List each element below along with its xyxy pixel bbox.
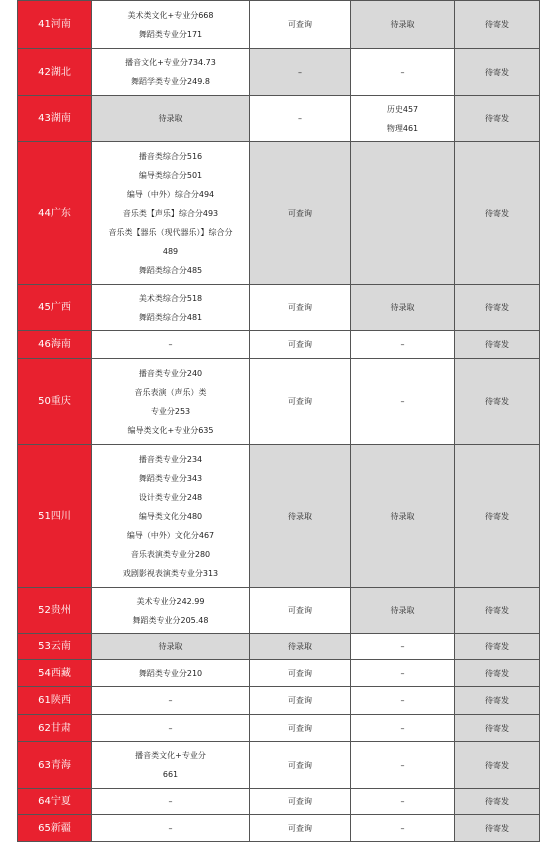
province-cell — [18, 588, 92, 634]
mailing-status-cell — [455, 359, 540, 445]
province-cell — [18, 285, 92, 331]
query-status-cell — [250, 815, 351, 842]
query-status-cell-text: 可查询 — [288, 20, 312, 29]
score-cell-line: 编导类文化分480 — [138, 511, 203, 521]
score-cell — [92, 815, 250, 842]
query-status-cell — [250, 285, 351, 331]
table-row — [18, 660, 540, 687]
mailing-status-cell-text: 待寄发 — [485, 340, 509, 349]
query-status-cell — [250, 359, 351, 445]
score-cell-line: 舞蹈类专业分343 — [138, 473, 203, 483]
query-status-cell — [250, 588, 351, 634]
table-row — [18, 445, 540, 588]
mailing-status-cell-text: 待寄发 — [485, 114, 509, 123]
query-status-cell-text: 待录取 — [288, 511, 312, 521]
province-cell-text: 42湖北 — [38, 66, 71, 78]
score-cell — [92, 687, 250, 715]
score-cell — [92, 445, 250, 588]
table-row — [18, 96, 540, 142]
score-cell — [92, 96, 250, 142]
score-cell — [92, 634, 250, 660]
query-status-cell-text: 可查询 — [288, 668, 312, 678]
province-cell-text: 65新疆 — [38, 822, 71, 834]
mailing-status-cell-text: 待寄发 — [485, 760, 509, 770]
admission-status-cell — [351, 634, 455, 660]
province-cell-text: 63青海 — [38, 759, 71, 771]
province-cell — [18, 687, 92, 715]
admission-status-cell — [351, 789, 455, 815]
province-cell — [18, 445, 92, 588]
mailing-status-cell-text: 待寄发 — [485, 723, 509, 733]
province-cell-text: 62甘肃 — [38, 722, 71, 734]
mailing-status-cell-text: 待寄发 — [485, 642, 509, 651]
province-cell-text: 44广东 — [38, 207, 71, 219]
province-cell — [18, 815, 92, 842]
score-cell-line: 舞蹈类专业分171 — [138, 29, 203, 39]
score-cell — [92, 142, 250, 285]
admission-status-cell — [351, 660, 455, 687]
admission-status-cell-text: – — [400, 823, 405, 833]
query-status-cell — [250, 687, 351, 715]
admission-status-cell — [351, 331, 455, 359]
admission-status-cell-text: – — [400, 67, 405, 77]
table-row — [18, 49, 540, 96]
query-status-cell — [250, 142, 351, 285]
admission-status-table — [17, 0, 540, 842]
table-row — [18, 1, 540, 49]
query-status-cell-text: 可查询 — [288, 760, 312, 770]
mailing-status-cell — [455, 715, 540, 742]
mailing-status-cell-text: 待寄发 — [485, 67, 509, 77]
mailing-status-cell — [455, 634, 540, 660]
admission-status-cell — [351, 359, 455, 445]
mailing-status-cell-text: 待寄发 — [485, 208, 509, 218]
mailing-status-cell-text: 待寄发 — [485, 397, 509, 406]
score-cell-line: – — [168, 696, 173, 705]
admission-table-container — [17, 0, 539, 842]
score-cell-line: 播音类综合分516 — [138, 151, 203, 161]
score-cell-line: 舞蹈类综合分485 — [138, 265, 203, 275]
admission-status-cell-text: – — [400, 340, 405, 349]
mailing-status-cell — [455, 660, 540, 687]
score-cell-line: 音乐类【声乐】综合分493 — [122, 208, 219, 218]
mailing-status-cell-text: 待寄发 — [485, 303, 509, 312]
query-status-cell-text: 可查询 — [288, 606, 312, 615]
mailing-status-cell — [455, 96, 540, 142]
score-cell — [92, 789, 250, 815]
score-cell — [92, 285, 250, 331]
query-status-cell-text: 待录取 — [288, 642, 312, 651]
score-cell-line: 音乐表演（声乐）类 — [134, 387, 207, 397]
admission-status-cell-text: – — [400, 642, 405, 651]
score-cell — [92, 49, 250, 96]
admission-status-cell — [351, 715, 455, 742]
admission-status-cell-text: 待录取 — [390, 606, 415, 615]
province-cell — [18, 715, 92, 742]
mailing-status-cell — [455, 687, 540, 715]
mailing-status-cell-text: 待寄发 — [485, 668, 509, 678]
query-status-cell — [250, 634, 351, 660]
score-cell-line: 舞蹈类专业分205.48 — [132, 615, 209, 625]
admission-status-cell-text: – — [400, 723, 405, 733]
admission-status-cell — [351, 815, 455, 842]
score-cell-line: 舞蹈学类专业分249.8 — [131, 77, 210, 86]
score-cell-line: – — [168, 723, 173, 733]
score-cell-line: 美术类文化+专业分668 — [127, 10, 214, 20]
query-status-cell-text: 可查询 — [288, 397, 312, 406]
admission-status-cell — [351, 142, 455, 285]
score-cell-line: 播音类专业分234 — [138, 454, 203, 464]
score-cell-line: – — [168, 823, 173, 833]
province-cell — [18, 49, 92, 96]
query-status-cell — [250, 789, 351, 815]
province-cell-text: 45广西 — [38, 302, 71, 313]
score-cell-line: 编导类文化+专业分635 — [127, 425, 214, 435]
province-cell-text: 43湖南 — [38, 113, 71, 124]
score-cell-line: 戏剧影视表演类专业分313 — [122, 568, 219, 578]
score-cell — [92, 588, 250, 634]
mailing-status-cell — [455, 285, 540, 331]
admission-status-cell-text: – — [400, 696, 405, 705]
mailing-status-cell — [455, 49, 540, 96]
score-cell — [92, 660, 250, 687]
table-row — [18, 789, 540, 815]
mailing-status-cell — [455, 789, 540, 815]
mailing-status-cell — [455, 742, 540, 789]
score-cell-line: – — [168, 797, 173, 806]
query-status-cell-text: – — [298, 114, 302, 123]
query-status-cell — [250, 715, 351, 742]
score-cell — [92, 331, 250, 359]
mailing-status-cell — [455, 445, 540, 588]
mailing-status-cell — [455, 1, 540, 49]
province-cell-text: 46海南 — [38, 339, 71, 350]
query-status-cell — [250, 660, 351, 687]
mailing-status-cell-text: 待寄发 — [485, 606, 509, 615]
admission-status-cell-line: 历史457 — [386, 104, 419, 114]
score-cell-line: 专业分253 — [150, 406, 191, 416]
query-status-cell — [250, 331, 351, 359]
mailing-status-cell-text: 待寄发 — [485, 696, 509, 705]
province-cell — [18, 142, 92, 285]
score-cell-line: 待录取 — [158, 114, 183, 123]
table-row — [18, 687, 540, 715]
score-cell-line: 待录取 — [158, 642, 183, 651]
province-cell — [18, 359, 92, 445]
score-cell-line: 美术类综合分518 — [138, 293, 203, 303]
province-cell — [18, 96, 92, 142]
query-status-cell — [250, 1, 351, 49]
score-cell-line: – — [168, 340, 173, 349]
admission-status-cell — [351, 285, 455, 331]
admission-status-cell — [351, 49, 455, 96]
province-cell-text: 53云南 — [38, 641, 71, 652]
query-status-cell — [250, 96, 351, 142]
province-cell-text: 52贵州 — [38, 605, 71, 616]
province-cell — [18, 742, 92, 789]
score-cell-line: 设计类专业分248 — [138, 492, 203, 502]
province-cell-text: 61陕西 — [38, 695, 71, 706]
admission-status-cell — [351, 1, 455, 49]
query-status-cell-text: 可查询 — [288, 208, 312, 218]
mailing-status-cell-text: 待寄发 — [485, 20, 509, 29]
province-cell — [18, 1, 92, 49]
admission-status-cell-text: – — [400, 797, 405, 806]
province-cell-text: 51四川 — [38, 510, 71, 522]
score-cell-line: 编导类综合分501 — [138, 170, 203, 180]
query-status-cell-text: 可查询 — [288, 797, 312, 806]
table-row — [18, 715, 540, 742]
score-cell — [92, 742, 250, 789]
province-cell — [18, 634, 92, 660]
admission-status-cell-text: 待录取 — [390, 20, 415, 29]
query-status-cell-text: 可查询 — [288, 696, 312, 705]
table-row — [18, 142, 540, 285]
admission-status-cell — [351, 742, 455, 789]
admission-status-cell-text: 待录取 — [390, 511, 415, 521]
admission-status-cell — [351, 687, 455, 715]
score-cell-line: 编导（中外）文化分467 — [126, 530, 215, 540]
score-cell-line: 播音类专业分240 — [138, 368, 203, 378]
score-cell-line: 489 — [162, 246, 179, 256]
query-status-cell-text: 可查询 — [288, 723, 312, 733]
province-cell-text: 54西藏 — [38, 667, 71, 679]
province-cell — [18, 789, 92, 815]
score-cell-line: 美术专业分242.99 — [136, 596, 205, 606]
score-cell-line: 舞蹈类专业分210 — [138, 668, 203, 678]
query-status-cell — [250, 445, 351, 588]
province-cell — [18, 660, 92, 687]
admission-status-cell — [351, 96, 455, 142]
query-status-cell-text: 可查询 — [288, 823, 312, 833]
score-cell-line: 音乐表演类专业分280 — [130, 549, 211, 559]
admission-status-cell-line: 物理461 — [386, 123, 419, 133]
score-cell-line: 音乐类【器乐（现代器乐）】综合分 — [108, 227, 233, 237]
score-cell-line: 661 — [162, 770, 179, 779]
score-cell — [92, 715, 250, 742]
admission-status-cell-text: – — [400, 397, 405, 406]
admission-status-cell — [351, 445, 455, 588]
province-cell-text: 41河南 — [38, 19, 71, 30]
score-cell-line: 舞蹈类综合分481 — [138, 312, 203, 322]
admission-status-cell-text: – — [400, 760, 405, 770]
score-cell — [92, 359, 250, 445]
query-status-cell-text: – — [298, 67, 302, 77]
table-row — [18, 285, 540, 331]
query-status-cell — [250, 742, 351, 789]
mailing-status-cell-text: 待寄发 — [485, 511, 509, 521]
mailing-status-cell — [455, 331, 540, 359]
mailing-status-cell-text: 待寄发 — [485, 823, 509, 833]
query-status-cell-text: 可查询 — [288, 303, 312, 312]
table-body — [18, 1, 540, 842]
mailing-status-cell — [455, 815, 540, 842]
score-cell-line: 编导（中外）综合分494 — [126, 189, 215, 199]
query-status-cell — [250, 49, 351, 96]
query-status-cell-text: 可查询 — [288, 340, 312, 349]
table-row — [18, 331, 540, 359]
score-cell-line: 播音类文化+专业分 — [135, 751, 206, 760]
table-row — [18, 359, 540, 445]
score-cell-line: 播音文化+专业分734.73 — [125, 58, 216, 67]
mailing-status-cell-text: 待寄发 — [485, 797, 509, 806]
admission-status-cell-text: 待录取 — [390, 303, 415, 312]
score-cell — [92, 1, 250, 49]
province-cell — [18, 331, 92, 359]
admission-status-cell — [351, 588, 455, 634]
mailing-status-cell — [455, 588, 540, 634]
table-row — [18, 588, 540, 634]
province-cell-text: 50重庆 — [38, 396, 71, 407]
table-row — [18, 634, 540, 660]
table-row — [18, 742, 540, 789]
admission-status-cell-text: – — [400, 668, 405, 678]
mailing-status-cell — [455, 142, 540, 285]
province-cell-text: 64宁夏 — [38, 796, 71, 807]
table-row — [18, 815, 540, 842]
